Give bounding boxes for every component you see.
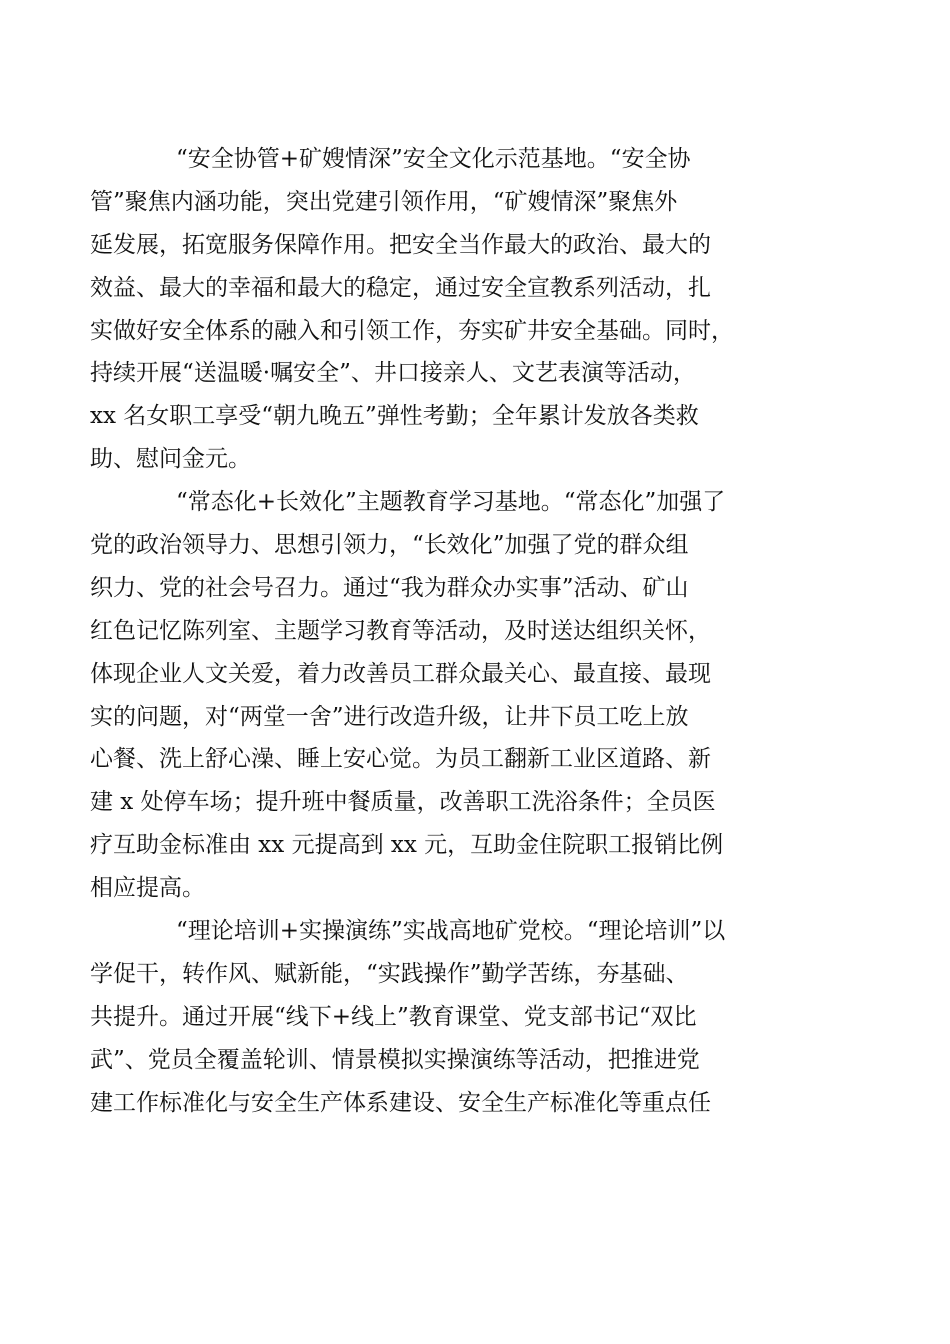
- paragraph-1-line-4: 效益、最大的幸福和最大的稳定，通过安全宣教系列活动，扎: [90, 274, 711, 301]
- paragraph-2-line-5: 体现企业人文关爱，着力改善员工群众最关心、最直接、最现: [90, 660, 711, 687]
- paragraph-2-line-1: “常态化+长效化”主题教育学习基地。“常态化”加强了: [176, 489, 726, 516]
- body-text: [90, 138, 860, 1124]
- paragraph-3-line-5: 建工作标准化与安全生产体系建设、安全生产标准化等重点任: [90, 1089, 711, 1116]
- paragraph-2-line-10: 相应提高。: [90, 875, 205, 902]
- paragraph-3-line-2: 学促干，转作风、赋新能，“实践操作”勤学苦练，夯基础、: [90, 960, 689, 987]
- paragraph-2-line-8: 建 x 处停车场；提升班中餐质量，改善职工洗浴条件；全员医: [90, 789, 716, 816]
- paragraph-2-line-7: 心餐、洗上舒心澡、睡上安心觉。为员工翻新工业区道路、新: [90, 746, 711, 773]
- paragraph-1-line-2: 管”聚焦内涵功能，突出党建引领作用，“矿嫂情深”聚焦外: [90, 188, 678, 215]
- paragraph-3-line-4: 武”、党员全覆盖轮训、情景模拟实操演练等活动，把推进党: [90, 1046, 700, 1073]
- paragraph-2-line-3: 织力、党的社会号召力。通过“我为群众办实事”活动、矿山: [90, 574, 689, 601]
- paragraph-2-line-2: 党的政治领导力、思想引领力，“长效化”加强了党的群众组: [90, 532, 689, 559]
- paragraph-2-line-9: 疗互助金标准由 xx 元提高到 xx 元，互助金住院职工报销比例: [90, 832, 724, 859]
- paragraph-1-line-1: “安全协管+矿嫂情深”安全文化示范基地。“安全协: [176, 146, 691, 172]
- paragraph-3-line-1: “理论培训+实操演练”实战高地矿党校。“理论培训”以: [176, 918, 726, 945]
- paragraph-2-line-6: 实的问题，对“两堂一舍”进行改造升级，让井下员工吃上放: [90, 703, 689, 730]
- paragraph-1-line-5: 实做好安全体系的融入和引领工作，夯实矿井安全基础。同时，: [90, 317, 734, 344]
- paragraph-1-line-7: xx 名女职工享受“朝九晚五”弹性考勤；全年累计发放各类救: [90, 403, 699, 430]
- paragraph-2-line-4: 红色记忆陈列室、主题学习教育等活动，及时送达组织关怀，: [90, 617, 711, 644]
- paragraph-1-line-6: 持续开展“送温暖·嘱安全”、井口接亲人、文艺表演等活动，: [90, 360, 696, 387]
- paragraph-3-line-3: 共提升。通过开展“线下+线上”教育课堂、党支部书记“双比: [90, 1003, 697, 1030]
- paragraph-1-line-3: 延发展，拓宽服务保障作用。把安全当作最大的政治、最大的: [90, 231, 711, 258]
- paragraph-1-line-8: 助、慰问金元。: [90, 446, 251, 473]
